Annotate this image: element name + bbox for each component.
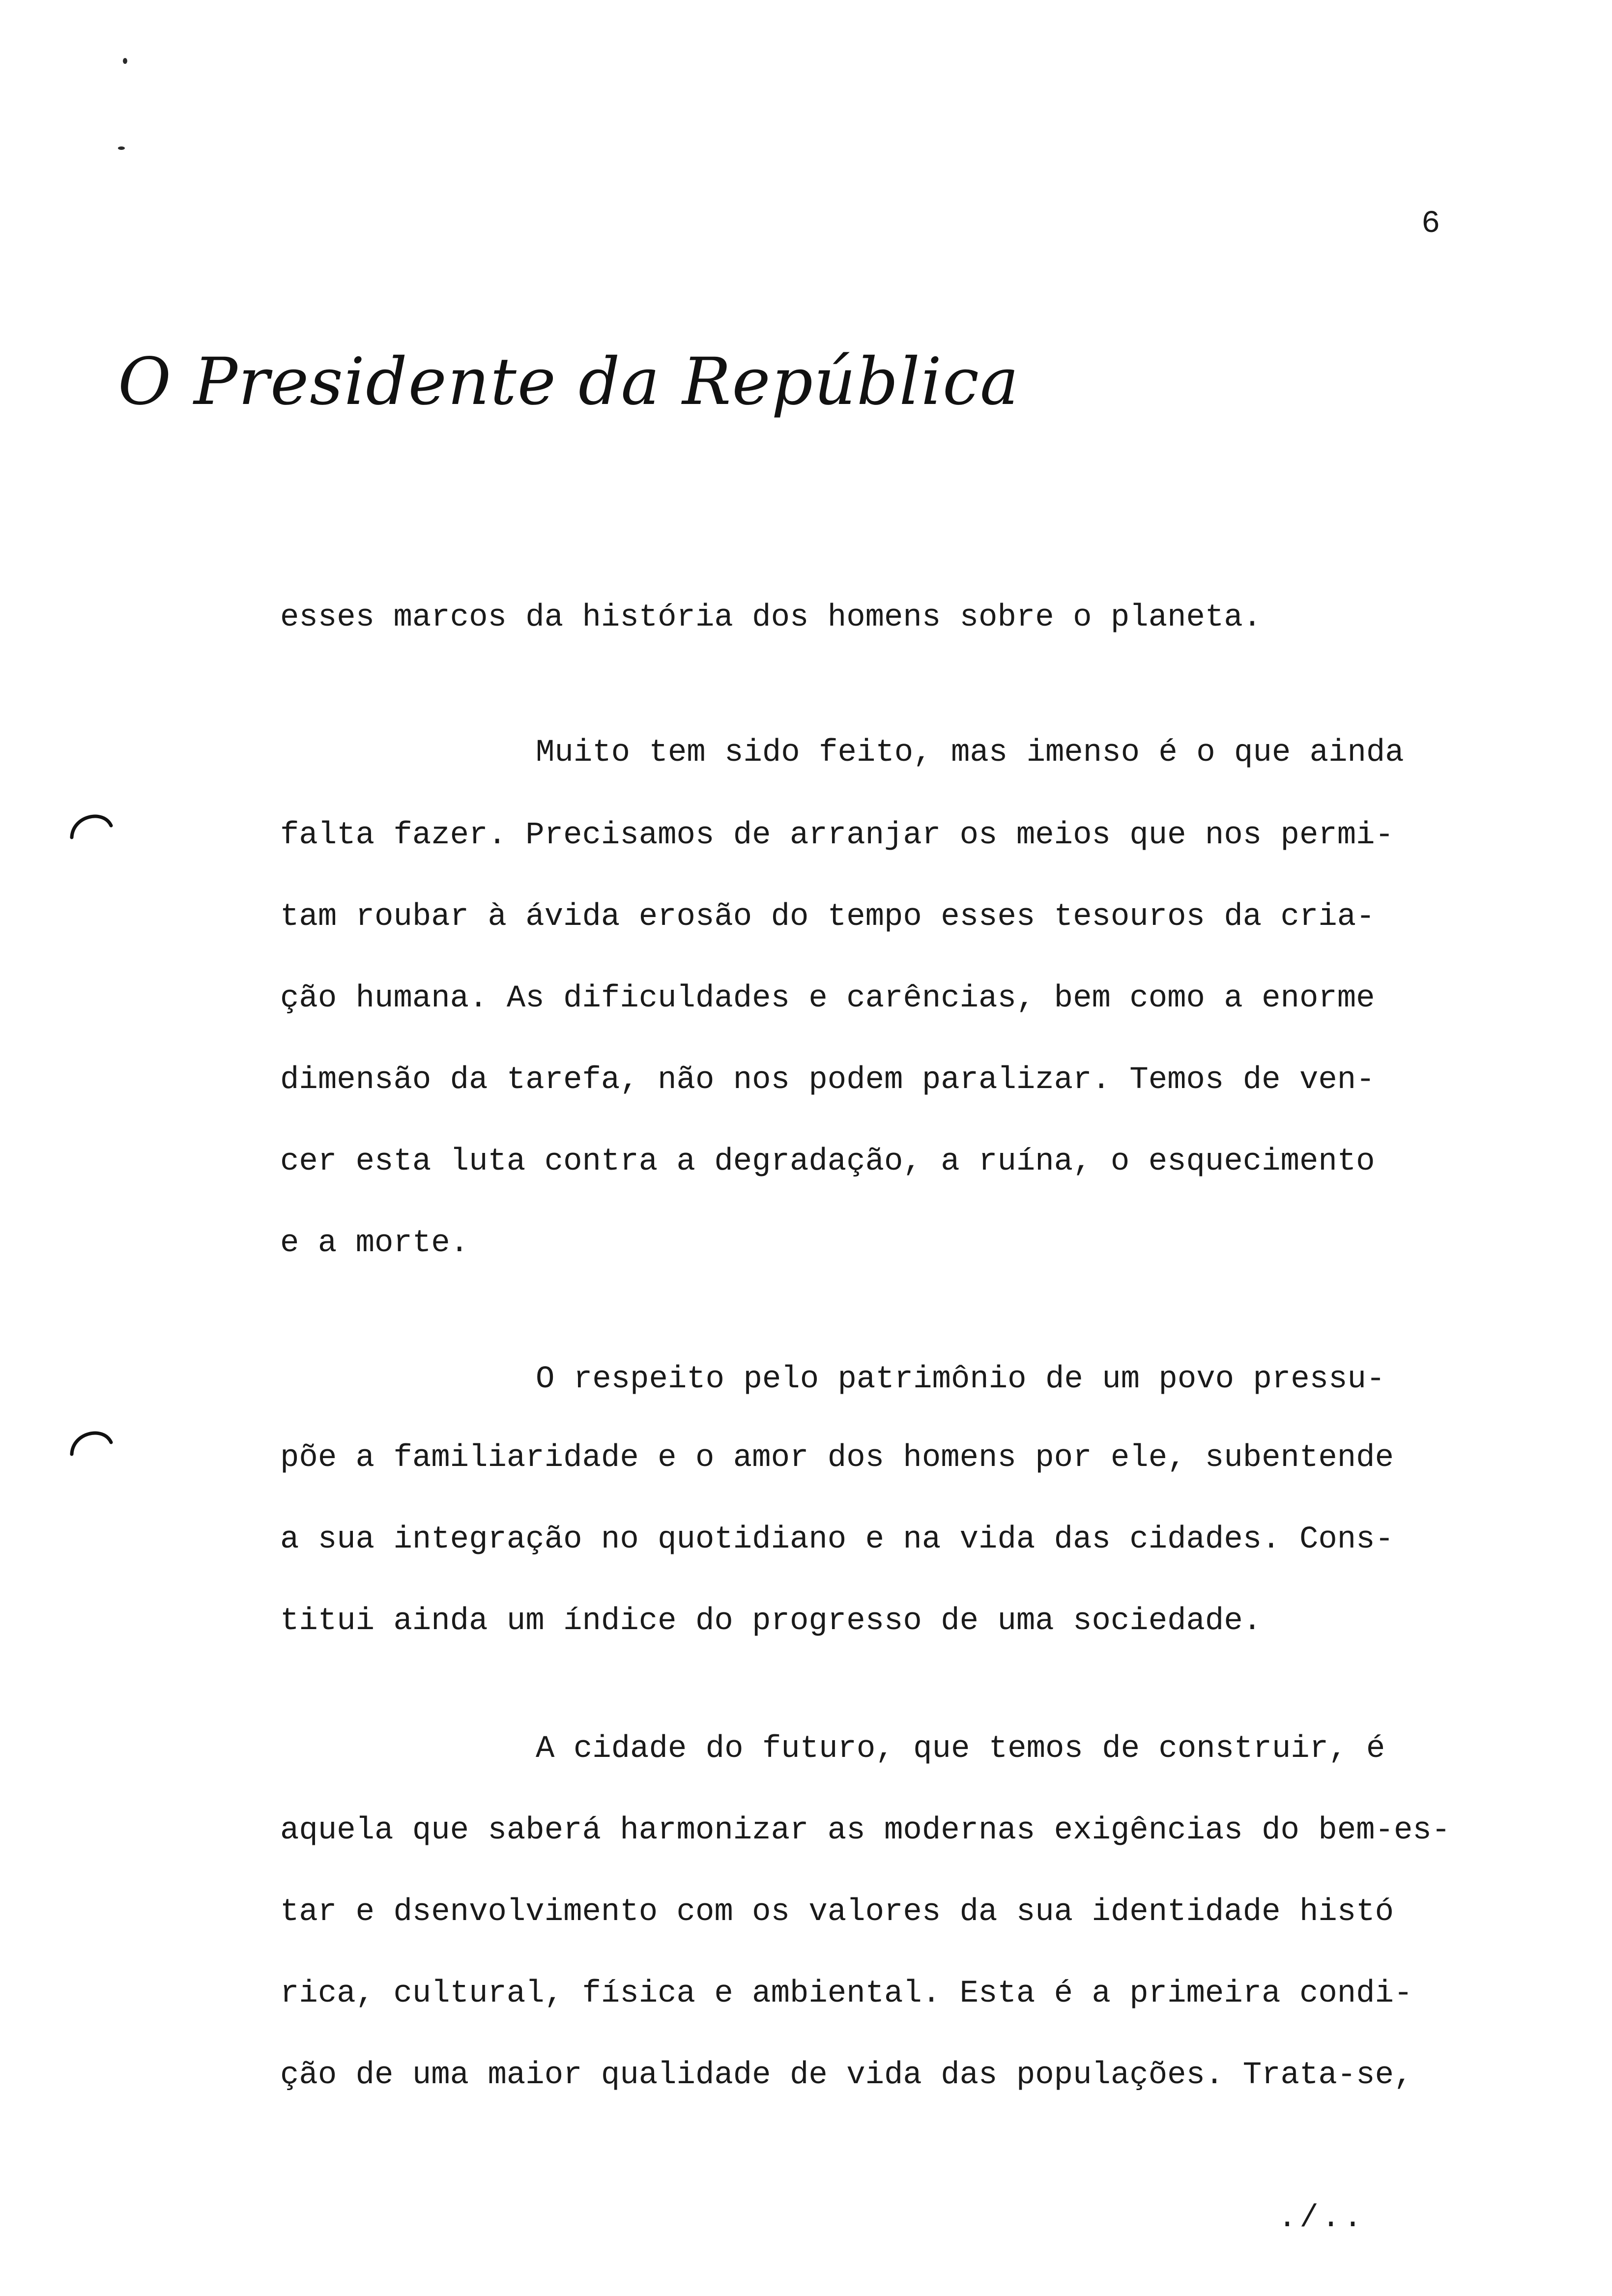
body-line: ção humana. As dificuldades e carências, bem como a enorme: [280, 981, 1375, 1016]
letterhead-title: O Presidente da República: [118, 344, 1020, 420]
body-line: tar e dsenvolvimento com os valores da sua identidade histó: [280, 1894, 1394, 1930]
body-line: ção de uma maior qualidade de vida das populações. Trata-se,: [280, 2058, 1413, 2093]
body-line: a sua integração no quotidiano e na vida das cidades. Cons-: [280, 1522, 1394, 1557]
body-line: tam roubar à ávida erosão do tempo esses tesouros da cria-: [280, 899, 1375, 935]
body-line: cer esta luta contra a degradação, a ruína, o esquecimento: [280, 1144, 1375, 1179]
body-line: aquela que saberá harmonizar as modernas exigências do bem-es-: [280, 1813, 1451, 1848]
body-line: esses marcos da história dos homens sobre o planeta.: [280, 600, 1262, 635]
paragraph-first-line: O respeito pelo patrimônio de um povo pressu-: [536, 1362, 1385, 1397]
body-line: titui ainda um índice do progresso de uma sociedade.: [280, 1604, 1262, 1639]
body-line: põe a familiaridade e o amor dos homens por ele, subentende: [280, 1440, 1394, 1476]
punch-hole-arc: [69, 1423, 113, 1457]
body-line: falta fazer. Precisamos de arranjar os meios que nos permi-: [280, 818, 1394, 853]
body-line: dimensão da tarefa, não nos podem paralizar. Temos de ven-: [280, 1062, 1375, 1098]
page-number: 6: [1421, 206, 1440, 242]
paragraph-first-line: Muito tem sido feito, mas imenso é o que ainda: [536, 735, 1404, 771]
margin-speck: [123, 58, 127, 64]
margin-speck: [118, 146, 125, 150]
punch-hole-arc: [69, 806, 113, 840]
body-line: e a morte.: [280, 1226, 469, 1261]
paragraph-first-line: A cidade do futuro, que temos de construir, é: [536, 1731, 1385, 1767]
continuation-mark: ./..: [1278, 2201, 1365, 2236]
body-line: rica, cultural, física e ambiental. Esta é a primeira condi-: [280, 1976, 1413, 2011]
